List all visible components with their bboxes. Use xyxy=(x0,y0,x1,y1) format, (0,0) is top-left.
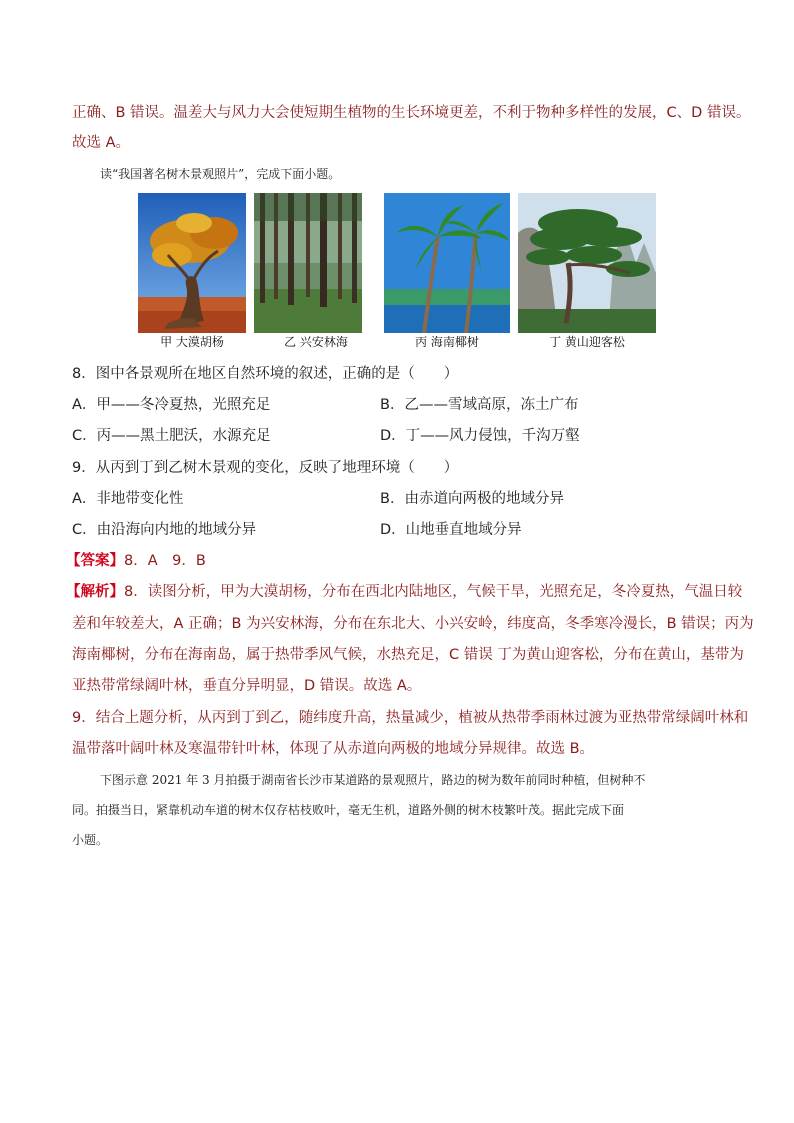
q8-option-b: B．乙——雪域高原，冻土广布 xyxy=(380,397,579,413)
analysis-line-1 xyxy=(66,580,742,601)
answer-line xyxy=(66,549,206,570)
analysis-line-3: 海南椰树，分布在海南岛，属于热带季风气候，水热充足，C 错误 丁为黄山迎客松，分布在黄山，基带为 xyxy=(72,647,744,663)
next-stem-line-2: 同。拍摄当日，紧靠机动车道的树木仅存枯枝败叶，毫无生机，道路外侧的树木枝繁叶茂。据此完成下面 xyxy=(72,803,625,817)
intro-line-2: 故选 A。 xyxy=(72,135,131,151)
q9-option-b: B．由赤道向两极的地域分异 xyxy=(380,491,564,507)
analysis-line-5: 9．结合上题分析，从丙到丁到乙，随纬度升高，热量减少，植被从热带季雨林过渡为亚热带常绿阔叶林和 xyxy=(72,710,749,726)
photo-caption-1: 甲 大漠胡杨 xyxy=(160,335,224,349)
next-stem-line-3: 小题。 xyxy=(72,833,109,847)
question-stem: 读“我国著名树木景观照片”，完成下面小题。 xyxy=(100,167,341,181)
analysis-line-6: 温带落叶阔叶林及寒温带针叶林，体现了从赤道向两极的地域分异规律。故选 B。 xyxy=(72,741,595,757)
photo-caption-3: 丙 海南椰树 xyxy=(415,335,479,349)
photo-huangshan-pine xyxy=(518,193,656,333)
intro-line-1: 正确、B 错误。温差大与风力大会使短期生植物的生长环境更差，不利于物种多样性的发展，C、D 错误。 xyxy=(72,105,751,121)
answer-text: 8．A 9．B xyxy=(124,553,206,569)
q9-option-c: C．由沿海向内地的地域分异 xyxy=(72,522,257,538)
analysis-line-2: 差和年较差大，A 正确；B 为兴安林海，分布在东北大、小兴安岭，纬度高，冬季寒冷漫长，B 错误；丙为 xyxy=(72,616,754,632)
analysis-line-4: 亚热带常绿阔叶林，垂直分异明显，D 错误。故选 A。 xyxy=(72,678,422,694)
q9-option-d: D．山地垂直地域分异 xyxy=(380,522,522,538)
q8-option-c: C．丙——黑土肥沃，水源充足 xyxy=(72,428,271,444)
analysis-text-1: 8．读图分析，甲为大漠胡杨，分布在西北内陆地区，气候干旱，光照充足，冬冷夏热，气温日较 xyxy=(124,584,743,600)
photo-xingan-forest xyxy=(254,193,362,333)
answer-label: 【答案】 xyxy=(66,553,124,569)
photo-desert-poplar xyxy=(138,193,246,333)
q8-option-d: D．丁——风力侵蚀，千沟万壑 xyxy=(380,428,580,444)
q9-stem: 9．从丙到丁到乙树木景观的变化，反映了地理环境（ ） xyxy=(72,460,459,476)
q9-option-a: A．非地带变化性 xyxy=(72,491,184,507)
photo-hainan-coconut xyxy=(384,193,510,333)
photo-caption-2: 乙 兴安林海 xyxy=(284,335,348,349)
next-stem-line-1: 下图示意 2021 年 3 月拍摄于湖南省长沙市某道路的景观照片，路边的树为数年前同时种植，但树种不 xyxy=(100,773,646,787)
q8-option-a: A．甲——冬冷夏热，光照充足 xyxy=(72,397,271,413)
analysis-label: 【解析】 xyxy=(66,584,124,600)
q8-stem: 8．图中各景观所在地区自然环境的叙述，正确的是（ ） xyxy=(72,366,459,382)
photo-caption-4: 丁 黄山迎客松 xyxy=(549,335,625,349)
